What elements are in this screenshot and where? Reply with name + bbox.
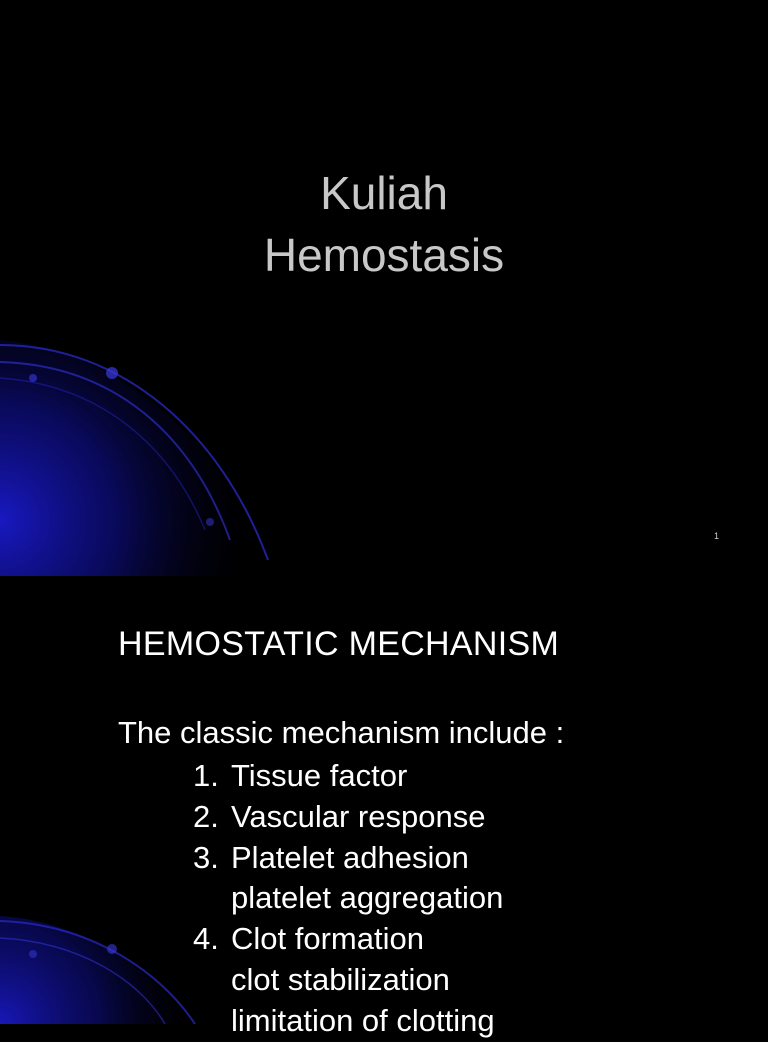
list-item-number: 1. <box>193 758 219 793</box>
title-line-1: Kuliah <box>320 167 448 219</box>
intro-text: The classic mechanism include : <box>118 715 565 750</box>
slide-heading: HEMOSTATIC MECHANISM <box>118 625 560 663</box>
list-item-subline: platelet aggregation <box>231 880 504 916</box>
list-item <box>193 756 503 797</box>
slide-title <box>0 162 768 286</box>
list-item <box>193 797 503 838</box>
list-item <box>193 838 503 920</box>
list-item-subline: limitation of clotting <box>231 1002 495 1038</box>
list-item-number: 2. <box>193 798 219 834</box>
mechanism-list <box>193 756 503 1042</box>
list-item-label: Clot formation <box>231 921 424 957</box>
list-item-label: Vascular response <box>231 798 486 834</box>
title-line-2: Hemostasis <box>263 229 505 281</box>
list-item-label: Tissue factor <box>231 758 408 793</box>
list-item-subline: clot stabilization <box>231 961 450 997</box>
list-item-number: 3. <box>193 839 219 875</box>
list-item-label: Platelet adhesion <box>231 839 469 875</box>
page-number: 1 <box>714 531 720 541</box>
list-item-number: 4. <box>193 921 219 957</box>
list-item <box>193 919 503 1041</box>
